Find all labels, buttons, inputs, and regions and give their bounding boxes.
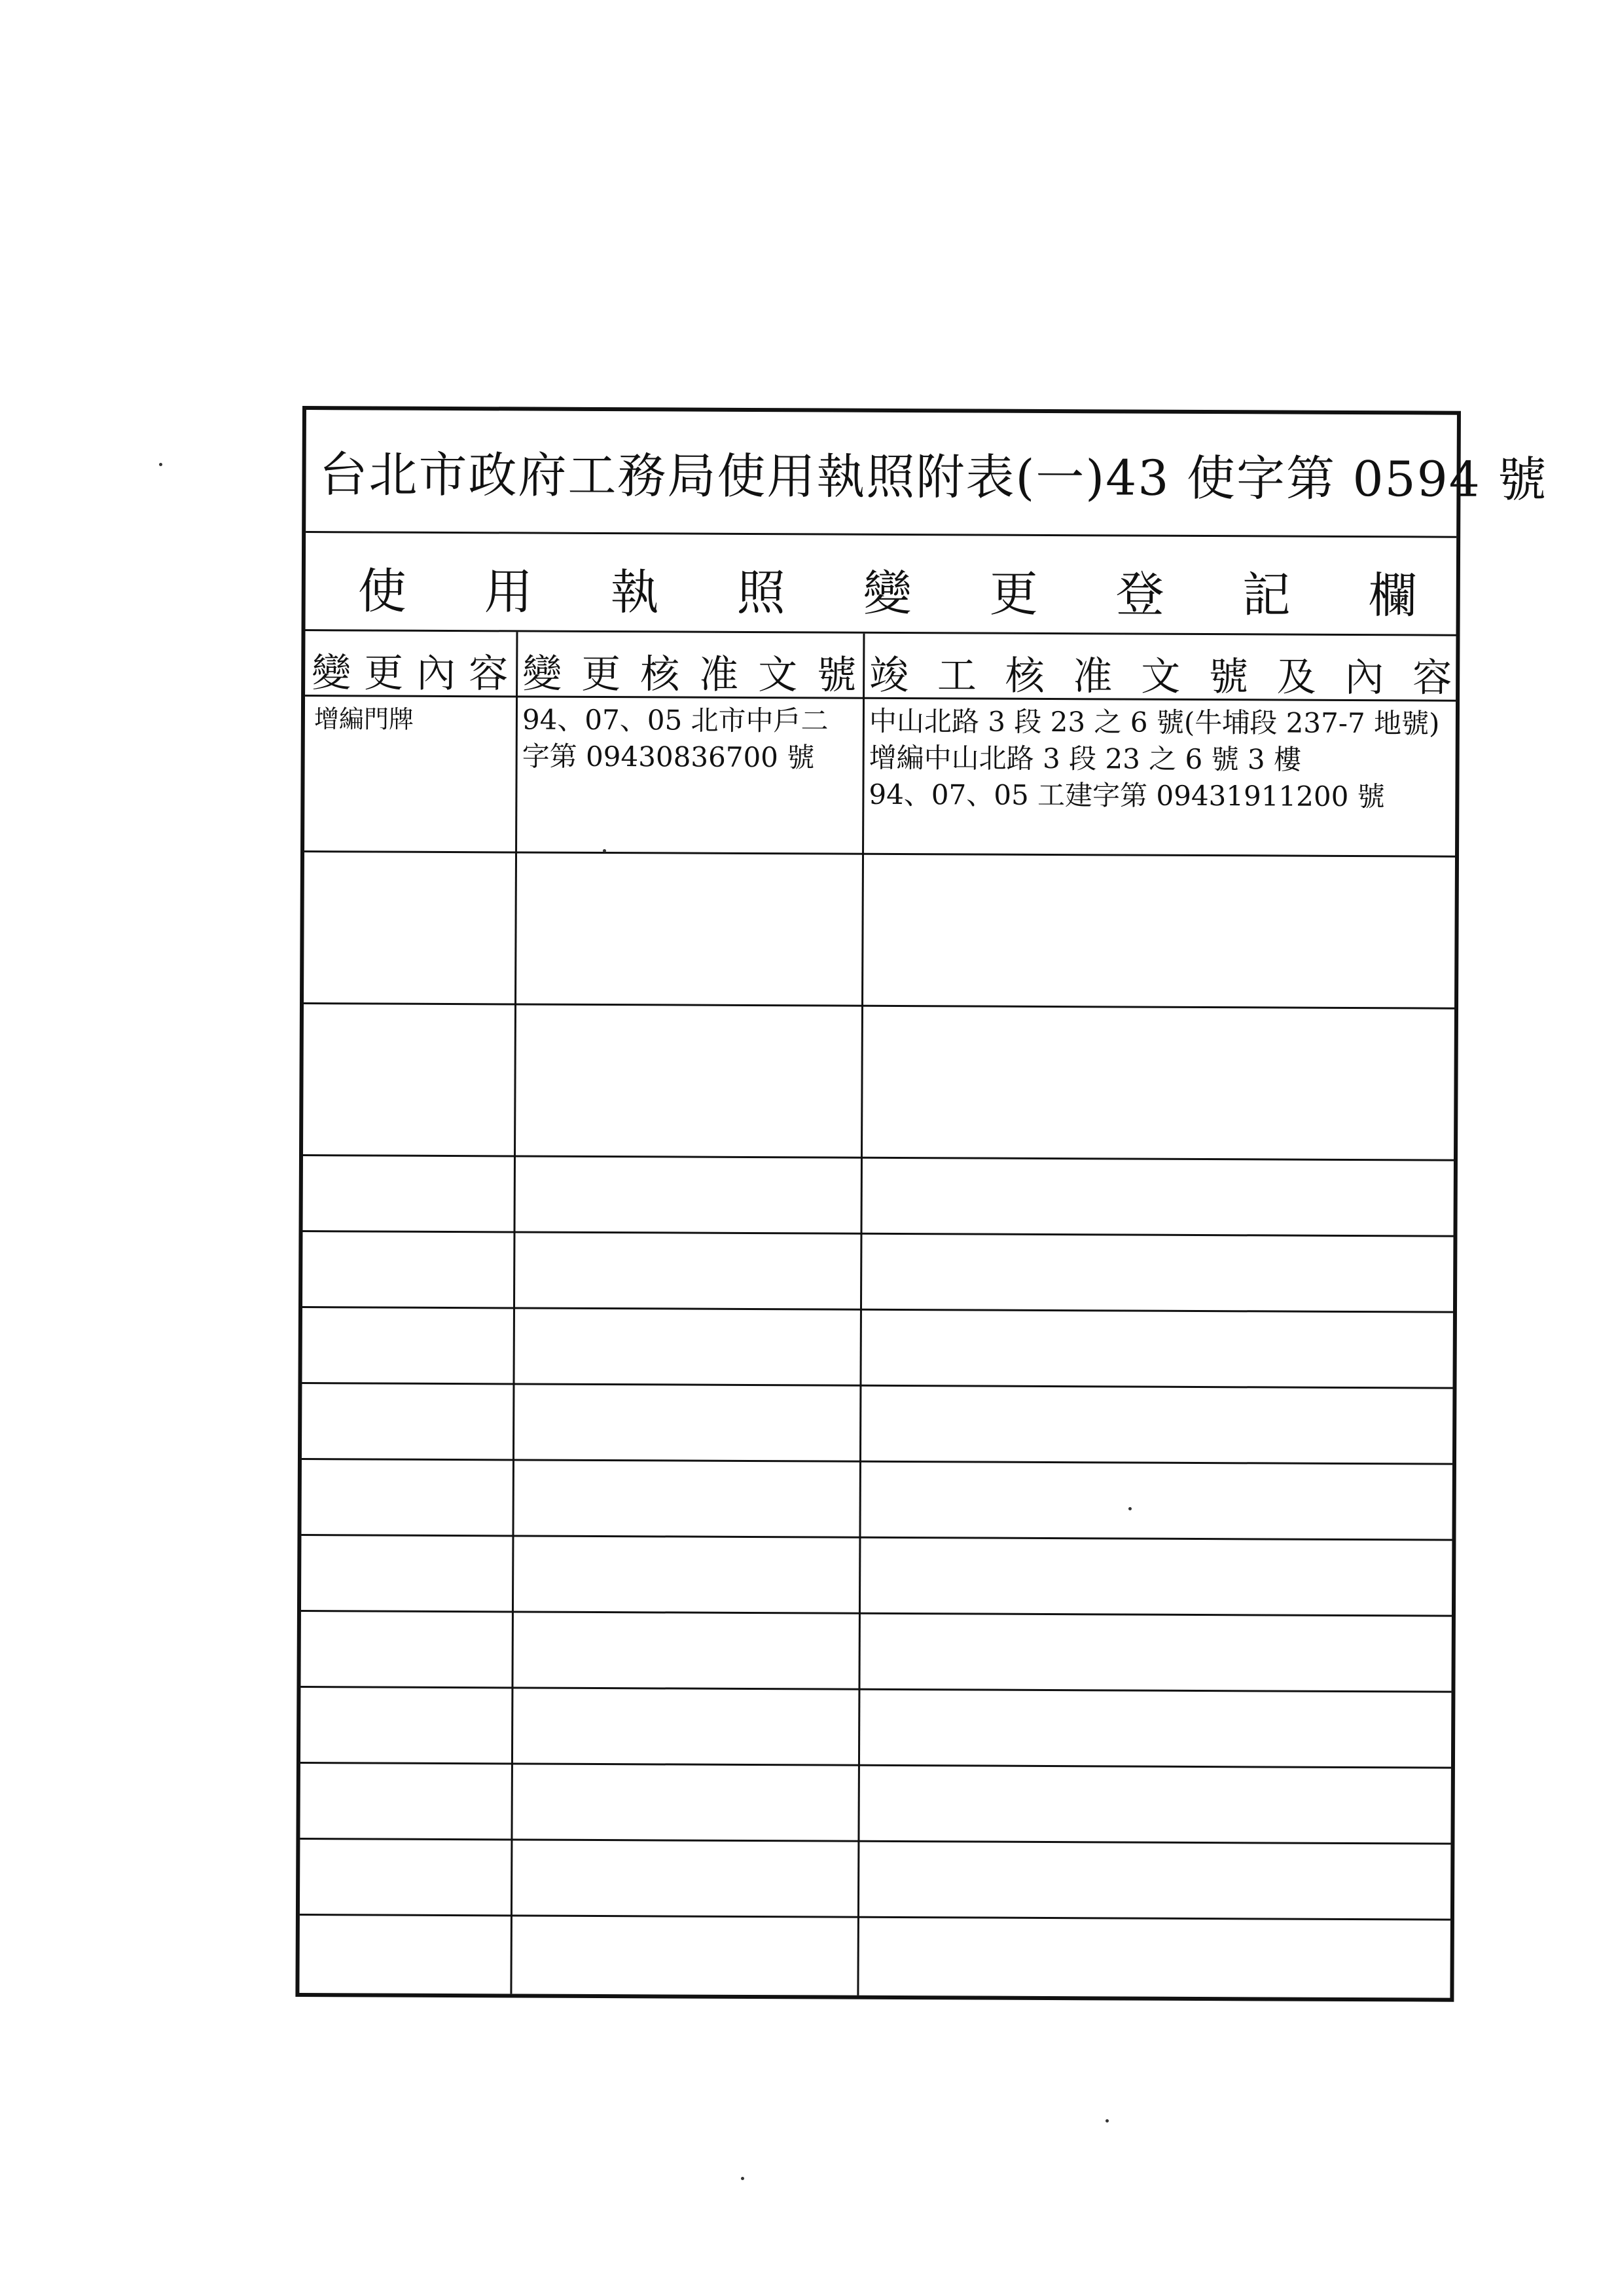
form-title-row: [306, 410, 1548, 538]
table-row: [300, 1764, 1450, 1845]
subtitle-char: 欄: [1368, 568, 1417, 625]
completion-details-cell: [869, 703, 1439, 816]
approval-line: 94、07、05 北市中戶二: [522, 703, 829, 737]
subtitle-char: 變: [863, 565, 912, 623]
scan-speck: [1106, 2119, 1109, 2123]
subtitle-char: 用: [484, 564, 533, 621]
approval-number-cell: [522, 701, 829, 776]
scan-speck: [1128, 1507, 1132, 1510]
form-title: 台北市政府工務局使用執照附表(一)43 使字第 0594 號: [319, 446, 1548, 509]
change-content-cell: 增編門牌: [314, 704, 414, 734]
scan-speck: [603, 849, 606, 852]
header-char: 號: [1208, 654, 1249, 701]
header-char: 及: [1276, 654, 1316, 701]
header-char: 准: [1073, 653, 1113, 700]
subtitle-char: 記: [1242, 567, 1291, 624]
subtitle-char: 使: [357, 563, 406, 620]
header-char: 核: [640, 651, 680, 698]
table-row: [300, 1840, 1450, 1921]
header-char: 號: [817, 652, 857, 699]
header-char: 內: [1344, 654, 1384, 701]
header-char: 更: [364, 650, 404, 697]
form-subtitle-row: [305, 533, 1456, 636]
header-char: 文: [758, 652, 798, 699]
table-row: [301, 1536, 1452, 1617]
header-char: 內: [416, 650, 456, 697]
header-char: 更: [581, 651, 621, 698]
completion-line: 增編中山北路 3 段 23 之 6 號 3 樓: [869, 741, 1302, 776]
completion-line: 中山北路 3 段 23 之 6 號(牛埔段 237-7 地號): [869, 704, 1440, 740]
header-char: 竣: [869, 652, 909, 699]
header-change-content: [312, 642, 508, 699]
form-subtitle: [358, 553, 1417, 627]
table-row: [304, 852, 1455, 1010]
table-row: [299, 1916, 1450, 1997]
scan-speck: [159, 463, 162, 466]
approval-line: 字第 09430836700 號: [522, 740, 815, 774]
table-row: [300, 1688, 1451, 1769]
table-row: [300, 1612, 1451, 1693]
subtitle-char: 登: [1115, 566, 1164, 623]
header-char: 變: [312, 650, 351, 697]
scan-speck: [741, 2177, 744, 2180]
header-approval-number: [522, 642, 856, 700]
header-completion-details: [869, 644, 1452, 703]
table-row: [304, 697, 1456, 858]
header-char: 容: [469, 651, 509, 697]
header-char: 變: [522, 651, 562, 697]
license-change-form: [295, 406, 1548, 2002]
subtitle-char: 更: [989, 566, 1038, 623]
subtitle-char: 執: [610, 564, 659, 621]
table-header-row: [305, 631, 1456, 702]
table-row: [303, 1004, 1454, 1161]
header-char: 文: [1141, 653, 1181, 700]
header-char: 准: [699, 651, 739, 698]
table-row: [302, 1384, 1452, 1465]
table-row: [302, 1156, 1453, 1237]
table-row: [302, 1232, 1453, 1313]
completion-line: 94、07、05 工建字第 09431911200 號: [869, 778, 1385, 813]
subtitle-char: 照: [736, 564, 785, 622]
header-char: 核: [1005, 653, 1045, 699]
table-row: [301, 1460, 1452, 1541]
table-row: [302, 1308, 1452, 1389]
header-char: 工: [937, 653, 977, 699]
header-char: 容: [1412, 655, 1452, 701]
